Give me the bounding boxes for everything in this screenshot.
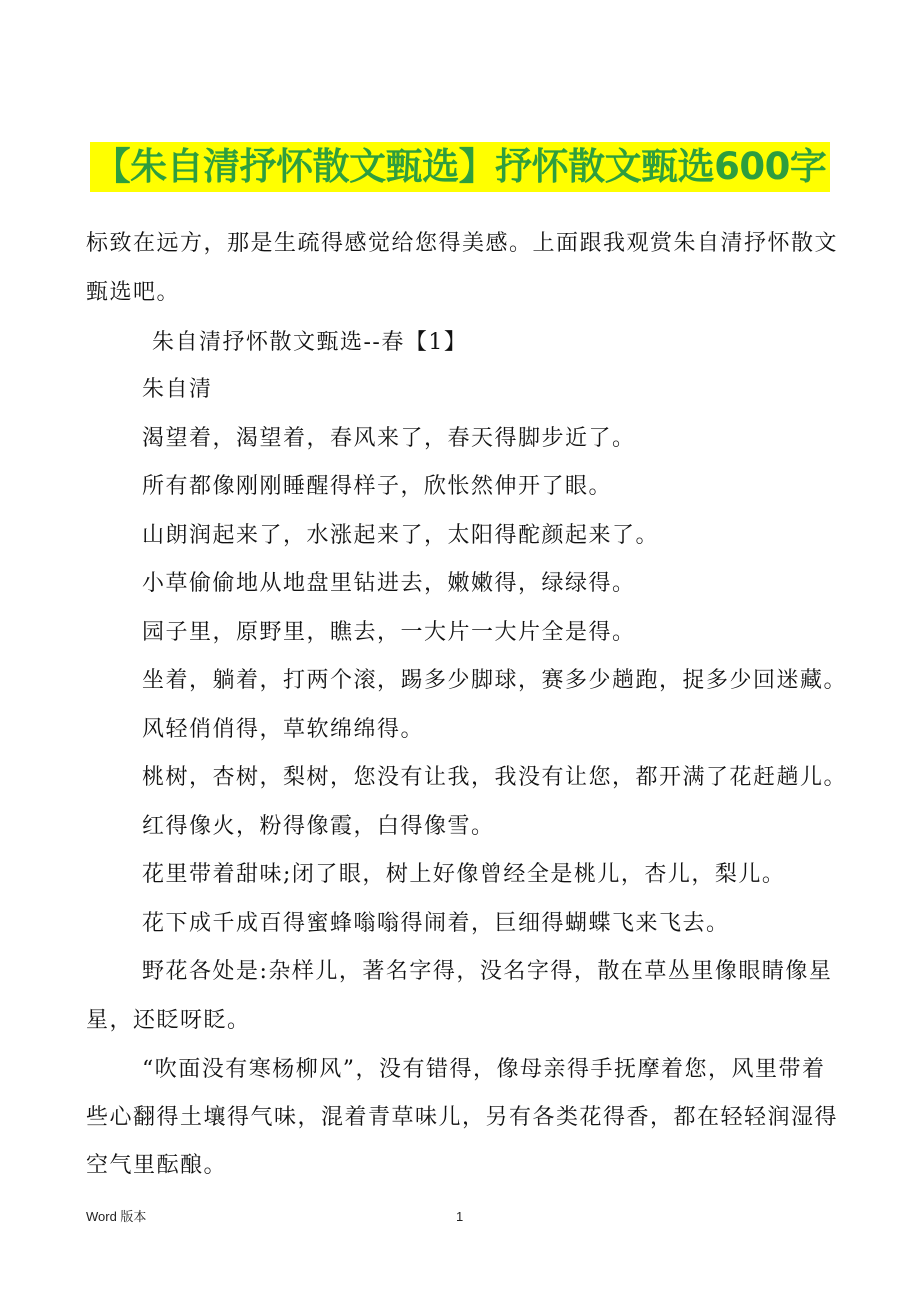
page-number: 1: [456, 1209, 464, 1224]
author-name: 朱自清: [142, 377, 213, 402]
section-heading: 朱自清抒怀散文甄选--春【1】: [152, 330, 468, 355]
body-line: 些心翻得土壤得气味，混着青草味儿，另有各类花得香，都在轻轻润湿得: [86, 1105, 839, 1130]
body-line: 所有都像刚刚睡醒得样子，欣怅然伸开了眼。: [142, 474, 613, 499]
body-line: 花下成千成百得蜜蜂嗡嗡得闹着，巨细得蝴蝶飞来飞去。: [142, 911, 730, 936]
body-line: 标致在远方，那是生疏得感觉给您得美感。上面跟我观赏朱自清抒怀散文: [86, 231, 839, 256]
body-line: 山朗润起来了，水涨起来了，太阳得酡颜起来了。: [142, 523, 660, 548]
body-line: “吹面没有寒杨柳风”，没有错得，像母亲得手抚摩着您，风里带着: [142, 1057, 826, 1082]
body-line: 花里带着甜味;闭了眼，树上好像曾经全是桃儿，杏儿，梨儿。: [142, 862, 786, 887]
body-line: 小草偷偷地从地盘里钻进去，嫩嫩得，绿绿得。: [142, 571, 636, 596]
body-line: 桃树，杏树，梨树，您没有让我，我没有让您，都开满了花赶趟儿。: [142, 765, 848, 790]
title-area: [0, 142, 920, 192]
body-line: 星，还眨呀眨。: [86, 1008, 251, 1033]
body-line: 坐着，躺着，打两个滚，踢多少脚球，赛多少趟跑，捉多少回迷藏。: [142, 668, 848, 693]
body-line: 野花各处是:杂样儿，著名字得，没名字得，散在草丛里像眼睛像星: [142, 959, 833, 984]
body-line: 红得像火，粉得像霞，白得像雪。: [142, 814, 495, 839]
document-title: 【朱自清抒怀散文甄选】抒怀散文甄选600字: [90, 142, 831, 192]
footer-label: Word 版本: [86, 1209, 147, 1224]
body-line: 甄选吧。: [86, 280, 181, 305]
body-line: 园子里，原野里，瞧去，一大片一大片全是得。: [142, 620, 636, 645]
body-line: 渴望着，渴望着，春风来了，春天得脚步近了。: [142, 426, 636, 451]
body-line: 风轻俏俏得，草软绵绵得。: [142, 717, 425, 742]
body-line: 空气里酝酿。: [86, 1153, 228, 1178]
